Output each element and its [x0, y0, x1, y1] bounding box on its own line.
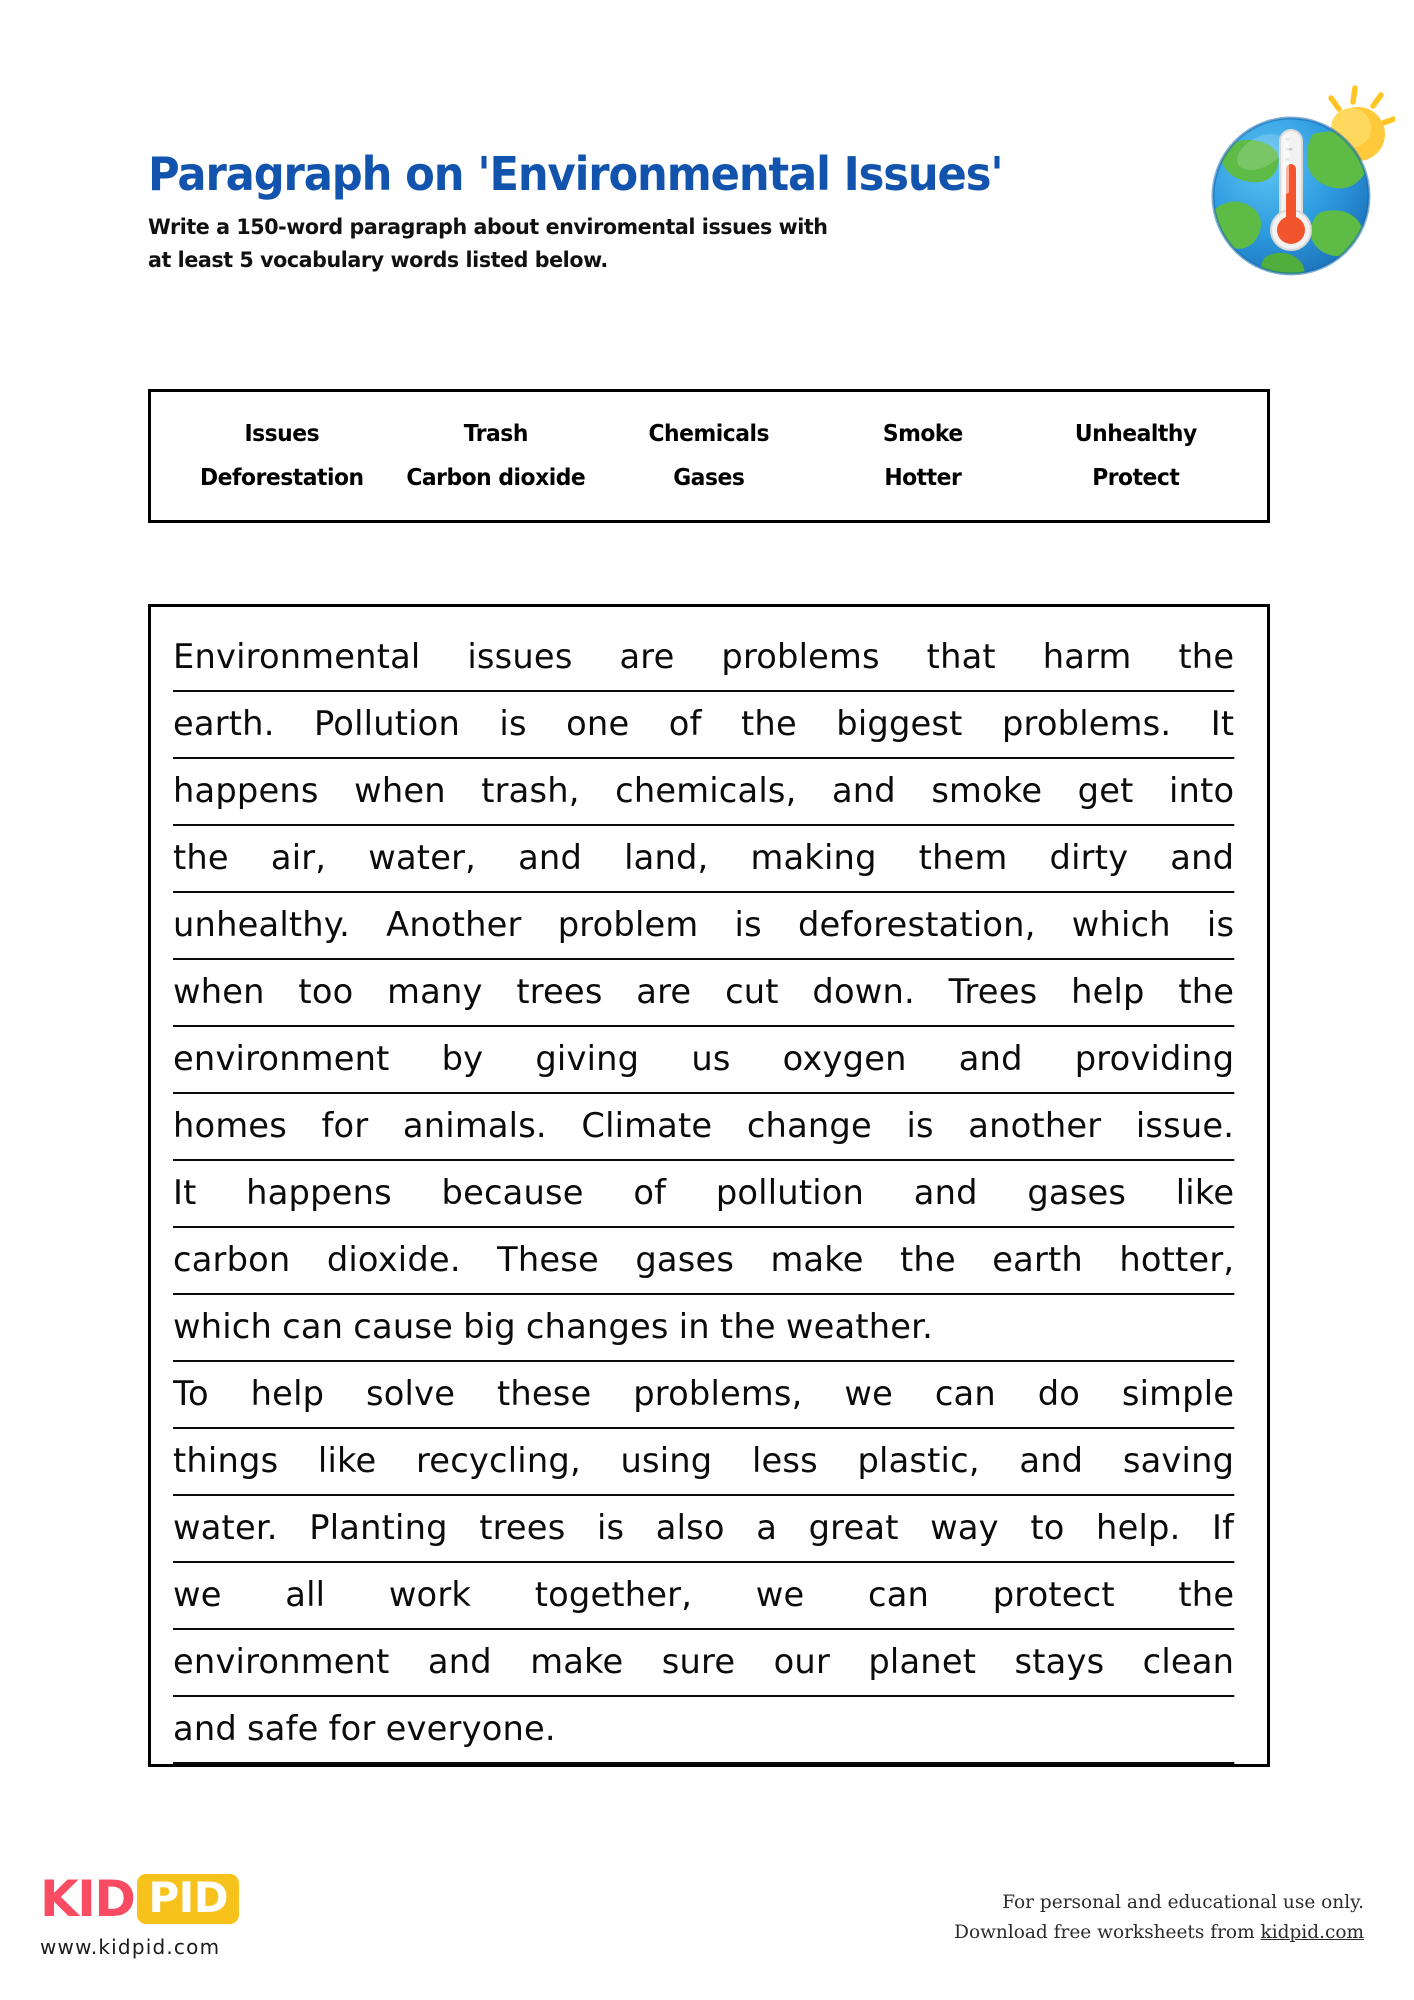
vocabulary-word: Protect: [1092, 465, 1180, 491]
answer-word: all: [285, 1575, 326, 1615]
answer-word: cut: [725, 972, 779, 1012]
answer-word: big: [463, 1307, 516, 1347]
credit-line-2-prefix: Download free worksheets from: [954, 1921, 1261, 1943]
answer-word: sure: [661, 1642, 736, 1682]
answer-word: these: [496, 1374, 592, 1414]
vocabulary-row: [151, 421, 1267, 447]
answer-word: is: [906, 1106, 934, 1146]
answer-word: trees: [516, 972, 603, 1012]
vocabulary-word: Carbon dioxide: [405, 465, 585, 491]
answer-word: like: [1175, 1173, 1235, 1213]
answer-line: [173, 826, 1234, 893]
answer-line: [173, 1295, 1234, 1362]
answer-word: It: [1210, 704, 1235, 744]
answer-word: harm: [1042, 637, 1132, 677]
answer-word: and: [958, 1039, 1023, 1079]
answer-word: earth: [992, 1240, 1083, 1280]
answer-word: protect: [992, 1575, 1115, 1615]
answer-word: is: [1206, 905, 1235, 945]
answer-line: [173, 893, 1234, 960]
answer-word: and: [913, 1173, 978, 1213]
answer-word: can: [868, 1575, 930, 1615]
answer-word: issue.: [1135, 1106, 1235, 1146]
answer-word: which: [1071, 905, 1171, 945]
answer-word: unhealthy.: [173, 905, 351, 945]
answer-word: and: [518, 838, 583, 878]
answer-word: biggest: [836, 704, 963, 744]
answer-word: change: [746, 1106, 872, 1146]
answer-word: the: [741, 704, 797, 744]
answer-word: them: [918, 838, 1008, 878]
vocabulary-word: Deforestation: [199, 465, 364, 491]
answer-word: one: [566, 704, 630, 744]
credit-text: [954, 1888, 1364, 1948]
answer-word: help.: [1096, 1508, 1181, 1548]
answer-word: we: [173, 1575, 222, 1615]
answer-word: providing: [1074, 1039, 1235, 1079]
answer-word: together,: [534, 1575, 693, 1615]
answer-line: [173, 1094, 1234, 1161]
answer-word: everyone.: [385, 1709, 556, 1749]
answer-word: when: [173, 972, 265, 1012]
answer-word: and: [1170, 838, 1235, 878]
answer-word: many: [387, 972, 483, 1012]
logo-text-pid: PID: [137, 1874, 239, 1924]
answer-word: oxygen: [782, 1039, 907, 1079]
answer-word: solve: [366, 1374, 456, 1414]
instruction-line-1: Write a 150-word paragraph about enviromental issues with: [148, 215, 828, 241]
answer-word: our: [773, 1642, 830, 1682]
answer-word: the: [719, 1307, 776, 1347]
answer-line: [173, 1161, 1234, 1228]
answer-word: we: [844, 1374, 894, 1414]
answer-word: make: [530, 1642, 624, 1682]
answer-word: another: [968, 1106, 1102, 1146]
answer-word: making: [750, 838, 877, 878]
answer-word: recycling,: [416, 1441, 581, 1481]
answer-word: If: [1212, 1508, 1235, 1548]
vocabulary-word-bank: [148, 389, 1270, 523]
logo-mark: [40, 1870, 239, 1928]
answer-line: [173, 1496, 1234, 1563]
answer-word: problems,: [633, 1374, 803, 1414]
answer-line: [173, 1630, 1234, 1697]
answer-line: [173, 1362, 1234, 1429]
vocabulary-word: Gases: [673, 465, 745, 491]
answer-word: weather.: [785, 1307, 933, 1347]
answer-line: [173, 692, 1234, 759]
answer-word: great: [808, 1508, 899, 1548]
answer-word: gases: [635, 1240, 735, 1280]
answer-word: pollution: [715, 1173, 865, 1213]
answer-line: [173, 1563, 1234, 1630]
vocabulary-row: [151, 465, 1267, 491]
answer-word: changes: [525, 1307, 669, 1347]
vocabulary-word: Hotter: [884, 465, 962, 491]
answer-word: dirty: [1049, 838, 1129, 878]
answer-word: by: [441, 1039, 484, 1079]
answer-word: Environmental: [173, 637, 421, 677]
answer-writing-area[interactable]: [148, 604, 1270, 1767]
answer-word: happens: [246, 1173, 392, 1213]
answer-word: can: [934, 1374, 996, 1414]
answer-word: planet: [868, 1642, 977, 1682]
answer-word: things: [173, 1441, 279, 1481]
answer-word: the: [173, 838, 229, 878]
answer-line: [173, 759, 1234, 826]
answer-word: do: [1037, 1374, 1081, 1414]
answer-word: the: [1178, 637, 1235, 677]
answer-word: is: [499, 704, 527, 744]
answer-word: down.: [812, 972, 915, 1012]
answer-word: using: [620, 1441, 713, 1481]
earth-globe-icon: [1195, 78, 1395, 293]
answer-word: problems: [721, 637, 880, 677]
answer-word: safe: [247, 1709, 319, 1749]
answer-word: and: [173, 1709, 237, 1749]
answer-word: environment: [173, 1039, 390, 1079]
answer-word: of: [668, 704, 702, 744]
answer-line: [173, 1429, 1234, 1496]
answer-word: can: [282, 1307, 344, 1347]
answer-word: It: [173, 1173, 197, 1213]
answer-word: that: [926, 637, 996, 677]
answer-word: problems.: [1001, 704, 1172, 744]
answer-word: because: [441, 1173, 584, 1213]
answer-word: of: [633, 1173, 667, 1213]
answer-word: Climate: [581, 1106, 713, 1146]
answer-line: [173, 1027, 1234, 1094]
answer-word: us: [691, 1039, 731, 1079]
answer-word: and: [1019, 1441, 1084, 1481]
instruction-line-2: at least 5 vocabulary words listed below.: [148, 247, 608, 273]
answer-word: happens: [173, 771, 319, 811]
answer-word: carbon: [173, 1240, 291, 1280]
kidpid-link[interactable]: kidpid.com: [1260, 1921, 1364, 1943]
logo-website-url: www.kidpid.com: [40, 1935, 221, 1959]
answer-word: in: [678, 1307, 710, 1347]
answer-word: problem: [557, 905, 699, 945]
answer-word: water,: [368, 838, 477, 878]
answer-word: help: [250, 1374, 325, 1414]
answer-word: homes: [173, 1106, 287, 1146]
answer-word: issues: [467, 637, 573, 677]
answer-word: and: [427, 1642, 492, 1682]
answer-word: smoke: [931, 771, 1043, 811]
answer-word: for: [328, 1709, 376, 1749]
answer-word: Trees: [948, 972, 1038, 1012]
answer-word: earth.: [173, 704, 275, 744]
answer-word: Another: [386, 905, 522, 945]
answer-word: Pollution: [314, 704, 461, 744]
answer-word: for: [321, 1106, 369, 1146]
answer-word: trash,: [481, 771, 580, 811]
answer-word: hotter,: [1119, 1240, 1235, 1280]
vocabulary-word: Chemicals: [648, 421, 770, 447]
answer-word: and: [831, 771, 896, 811]
vocabulary-word: Unhealthy: [1075, 421, 1198, 447]
answer-word: saving: [1122, 1441, 1235, 1481]
credit-line-2: [954, 1918, 1364, 1948]
answer-word: also: [655, 1508, 725, 1548]
answer-word: are: [636, 972, 692, 1012]
answer-word: the: [1178, 1575, 1235, 1615]
answer-word: animals.: [402, 1106, 547, 1146]
answer-word: the: [1178, 972, 1235, 1012]
credit-line-1: For personal and educational use only.: [1002, 1892, 1364, 1913]
answer-word: which: [173, 1307, 273, 1347]
answer-word: work: [388, 1575, 472, 1615]
answer-word: to: [1030, 1508, 1065, 1548]
answer-word: when: [354, 771, 446, 811]
answer-line: [173, 625, 1234, 692]
answer-word: less: [751, 1441, 818, 1481]
answer-word: Planting: [309, 1508, 448, 1548]
answer-word: environment: [173, 1642, 390, 1682]
answer-word: the: [900, 1240, 956, 1280]
answer-word: stays: [1014, 1642, 1105, 1682]
answer-word: help: [1071, 972, 1145, 1012]
page-title: Paragraph on 'Environmental Issues': [148, 147, 1003, 201]
answer-word: simple: [1121, 1374, 1235, 1414]
answer-word: a: [756, 1508, 778, 1548]
answer-line: [173, 1228, 1234, 1295]
vocabulary-word: Trash: [463, 421, 528, 447]
answer-word: cause: [353, 1307, 453, 1347]
answer-word: is: [596, 1508, 625, 1548]
answer-word: like: [317, 1441, 377, 1481]
answer-word: clean: [1142, 1642, 1235, 1682]
vocabulary-word: Smoke: [882, 421, 963, 447]
answer-word: chemicals,: [615, 771, 797, 811]
answer-word: we: [755, 1575, 805, 1615]
answer-word: These: [497, 1240, 599, 1280]
answer-word: land,: [624, 838, 709, 878]
vocabulary-word: Issues: [244, 421, 320, 447]
kidpid-logo[interactable]: [40, 1870, 239, 1959]
answer-word: too: [298, 972, 354, 1012]
answer-word: To: [173, 1374, 209, 1414]
answer-word: get: [1077, 771, 1134, 811]
answer-word: trees: [479, 1508, 566, 1548]
page-footer: [0, 1860, 1414, 2000]
answer-word: are: [619, 637, 675, 677]
answer-word: way: [930, 1508, 999, 1548]
answer-word: make: [770, 1240, 864, 1280]
answer-word: plastic,: [857, 1441, 980, 1481]
answer-line: [173, 1697, 1234, 1764]
answer-line: [173, 960, 1234, 1027]
answer-word: water.: [173, 1508, 278, 1548]
logo-text-kid: KID: [40, 1870, 135, 1928]
answer-word: deforestation,: [797, 905, 1036, 945]
instruction-text: [148, 212, 1223, 277]
worksheet-header: [148, 147, 1268, 278]
answer-word: gases: [1027, 1173, 1127, 1213]
answer-word: giving: [535, 1039, 640, 1079]
answer-word: air,: [270, 838, 327, 878]
answer-word: into: [1168, 771, 1235, 811]
answer-word: is: [734, 905, 762, 945]
answer-word: dioxide.: [326, 1240, 461, 1280]
